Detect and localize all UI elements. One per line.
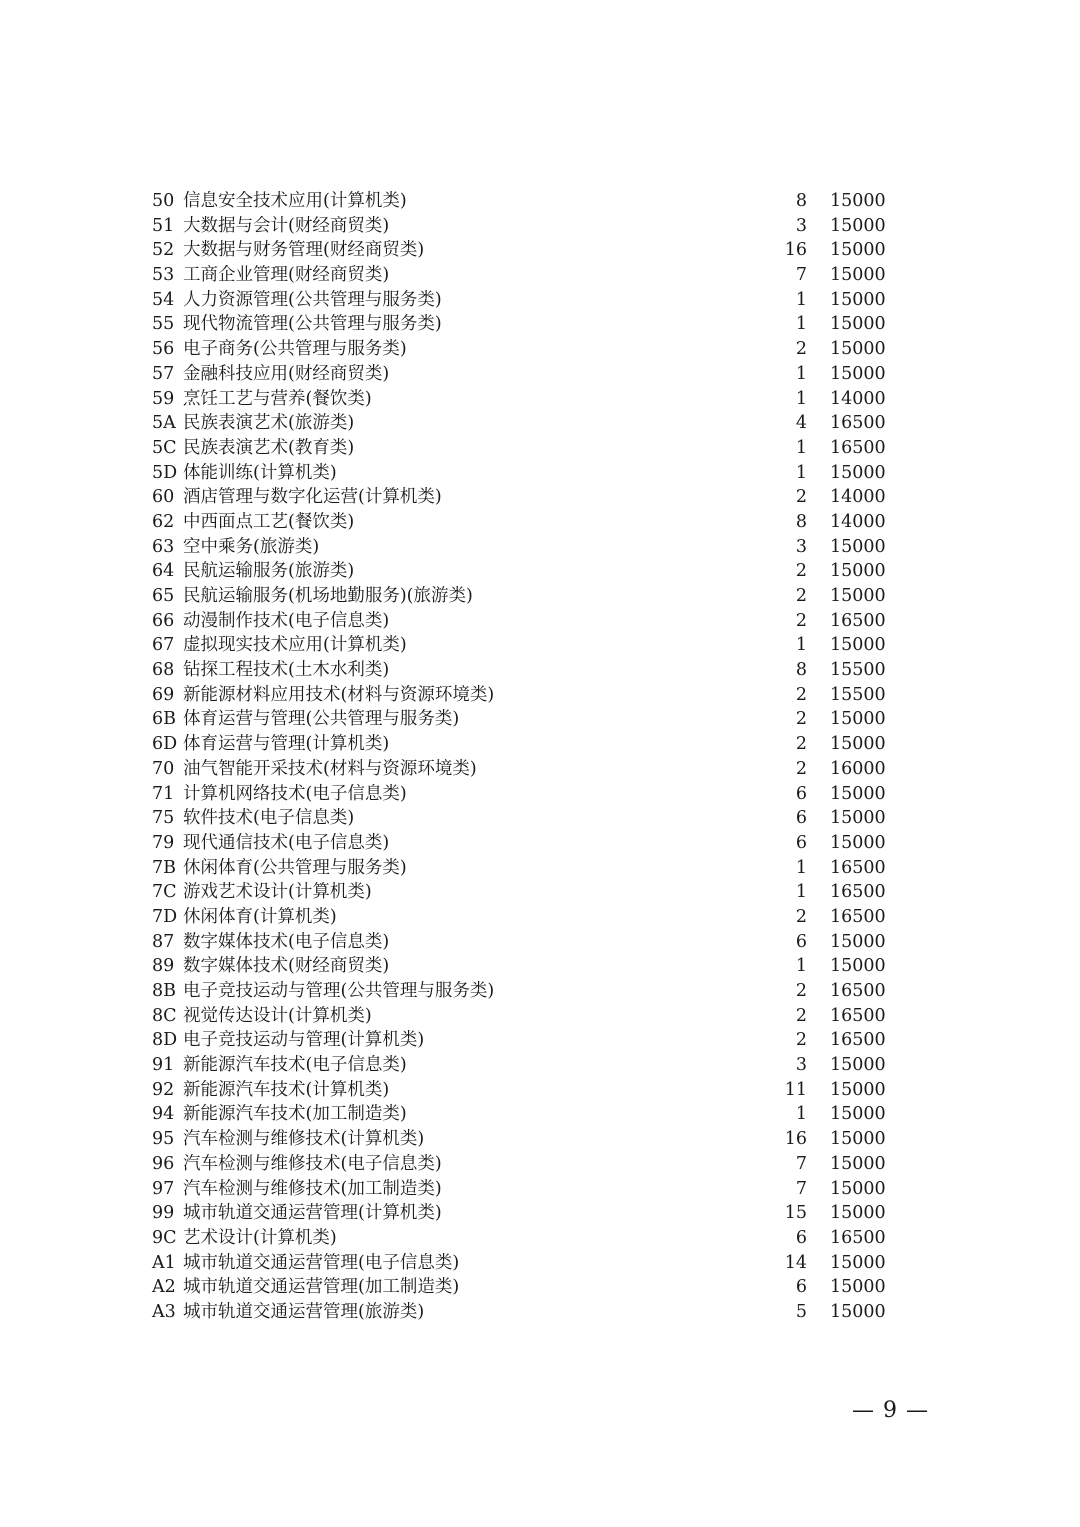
tuition-fee: 15000 <box>830 536 886 557</box>
tuition-fee: 14000 <box>830 511 886 532</box>
program-code: 64 <box>152 561 175 582</box>
list-item <box>152 1152 887 1177</box>
program-name: 体育运营与管理(公共管理与服务类) <box>183 709 460 730</box>
list-item <box>152 1251 887 1276</box>
enrollment-count: 3 <box>795 1055 807 1076</box>
list-item <box>152 757 887 782</box>
program-code: 6D <box>152 734 178 755</box>
list-item <box>152 238 887 263</box>
tuition-fee: 16500 <box>830 1005 886 1026</box>
program-name: 工商企业管理(财经商贸类) <box>183 265 390 286</box>
program-name: 民族表演艺术(旅游类) <box>183 413 355 434</box>
list-item <box>152 806 887 831</box>
list-item <box>152 288 887 313</box>
list-item <box>152 609 887 634</box>
tuition-fee: 15000 <box>830 462 886 483</box>
list-item <box>152 337 887 362</box>
enrollment-count: 3 <box>795 536 807 557</box>
program-code: 8B <box>152 981 176 1001</box>
tuition-fee: 15000 <box>830 215 886 236</box>
enrollment-count: 2 <box>795 758 807 779</box>
tuition-fee: 15500 <box>830 684 886 705</box>
program-code: A2 <box>152 1277 176 1298</box>
list-item <box>152 880 887 905</box>
program-code: 8C <box>152 1005 177 1026</box>
tuition-fee: 16500 <box>830 882 886 903</box>
program-name: 电子竞技运动与管理(计算机类) <box>183 1030 425 1051</box>
enrollment-count: 6 <box>795 931 807 952</box>
program-code: 95 <box>152 1129 175 1150</box>
program-code: 51 <box>152 215 175 236</box>
tuition-fee: 15000 <box>830 1301 886 1322</box>
list-item <box>152 436 887 461</box>
program-code: 68 <box>152 660 175 681</box>
program-code: 97 <box>152 1178 175 1199</box>
tuition-fee: 15000 <box>830 1153 886 1174</box>
list-item <box>152 312 887 337</box>
list-item <box>152 954 887 979</box>
program-name: 烹饪工艺与营养(餐饮类) <box>183 388 372 409</box>
program-name: 大数据与会计(财经商贸类) <box>183 215 390 236</box>
tuition-fee: 16500 <box>830 437 886 458</box>
program-name: 酒店管理与数字化运营(计算机类) <box>183 487 442 508</box>
list-item <box>152 831 887 856</box>
list-item <box>152 214 887 239</box>
tuition-fee: 15000 <box>830 1079 886 1100</box>
list-item <box>152 1004 887 1029</box>
enrollment-count: 1 <box>795 437 807 458</box>
list-item <box>152 1127 887 1152</box>
program-name: 计算机网络技术(电子信息类) <box>183 783 407 804</box>
program-name: 大数据与财务管理(财经商贸类) <box>183 240 425 261</box>
program-code: 67 <box>152 635 175 656</box>
enrollment-count: 1 <box>795 363 807 384</box>
program-code: A3 <box>152 1301 176 1322</box>
list-item <box>152 1201 887 1226</box>
enrollment-count: 1 <box>795 1104 807 1125</box>
enrollment-count: 8 <box>795 660 807 681</box>
program-code: 56 <box>152 339 175 360</box>
tuition-fee: 15000 <box>830 191 886 211</box>
enrollment-count: 2 <box>795 586 807 606</box>
list-item <box>152 1078 887 1103</box>
enrollment-count: 5 <box>795 1301 807 1322</box>
enrollment-count: 1 <box>795 314 807 335</box>
program-code: 65 <box>152 586 175 606</box>
tuition-fee: 15000 <box>830 1129 886 1150</box>
program-name: 新能源汽车技术(计算机类) <box>183 1079 390 1100</box>
list-item <box>152 658 887 683</box>
program-name: 人力资源管理(公共管理与服务类) <box>183 289 442 310</box>
tuition-fee: 15000 <box>830 1252 886 1273</box>
program-name: 汽车检测与维修技术(计算机类) <box>183 1129 425 1150</box>
list-item <box>152 189 887 214</box>
tuition-fee: 15000 <box>830 586 886 606</box>
tuition-fee: 15000 <box>830 635 886 656</box>
enrollment-count: 2 <box>795 487 807 508</box>
program-name: 城市轨道交通运营管理(计算机类) <box>183 1203 442 1224</box>
enrollment-count: 6 <box>795 783 807 804</box>
program-name: 体育运营与管理(计算机类) <box>183 734 390 755</box>
program-name: 城市轨道交通运营管理(旅游类) <box>183 1301 425 1322</box>
program-code: 7D <box>152 906 178 927</box>
list-item <box>152 535 887 560</box>
list-item <box>152 461 887 486</box>
program-code: 9C <box>152 1227 177 1248</box>
enrollment-count: 1 <box>795 388 807 409</box>
program-code: 52 <box>152 240 175 261</box>
tuition-fee: 16500 <box>830 981 886 1001</box>
list-item <box>152 732 887 757</box>
enrollment-count: 1 <box>795 289 807 310</box>
tuition-fee: 15000 <box>830 1178 886 1199</box>
enrollment-count: 3 <box>795 215 807 236</box>
program-name: 数字媒体技术(财经商贸类) <box>183 956 390 977</box>
tuition-fee: 15000 <box>830 1277 886 1298</box>
program-code: 69 <box>152 684 175 705</box>
tuition-fee: 14000 <box>830 487 886 508</box>
program-code: 57 <box>152 363 175 384</box>
tuition-fee: 15000 <box>830 783 886 804</box>
program-code: 6B <box>152 709 176 730</box>
program-name: 现代通信技术(电子信息类) <box>183 832 390 853</box>
list-item <box>152 387 887 412</box>
program-code: 96 <box>152 1153 175 1174</box>
tuition-fee: 15000 <box>830 709 886 730</box>
enrollment-count: 15 <box>784 1203 807 1224</box>
program-code: 53 <box>152 265 175 286</box>
list-item <box>152 362 887 387</box>
program-code: 50 <box>152 191 175 211</box>
enrollment-count: 8 <box>795 191 807 211</box>
program-code: 75 <box>152 808 175 829</box>
list-item <box>152 1102 887 1127</box>
program-code: 91 <box>152 1055 175 1076</box>
tuition-fee: 15000 <box>830 363 886 384</box>
enrollment-count: 1 <box>795 857 807 878</box>
tuition-fee: 16500 <box>830 1030 886 1051</box>
program-code: 7B <box>152 857 176 878</box>
program-name: 汽车检测与维修技术(加工制造类) <box>183 1178 442 1199</box>
program-name: 数字媒体技术(电子信息类) <box>183 931 390 952</box>
tuition-fee: 15000 <box>830 832 886 853</box>
tuition-fee: 16000 <box>830 758 886 779</box>
program-code: A1 <box>152 1252 176 1273</box>
program-name: 民航运输服务(旅游类) <box>183 561 355 582</box>
tuition-fee: 14000 <box>830 388 886 409</box>
enrollment-count: 4 <box>795 413 807 434</box>
list-item <box>152 1053 887 1078</box>
enrollment-count: 2 <box>795 906 807 927</box>
enrollment-count: 2 <box>795 610 807 631</box>
list-item <box>152 485 887 510</box>
tuition-fee: 15000 <box>830 956 886 977</box>
program-code: 70 <box>152 758 175 779</box>
program-name: 新能源材料应用技术(材料与资源环境类) <box>183 684 495 705</box>
program-code: 60 <box>152 487 175 508</box>
program-code: 92 <box>152 1079 175 1100</box>
enrollment-count: 11 <box>784 1079 807 1100</box>
list-item <box>152 1177 887 1202</box>
program-code: 8D <box>152 1030 178 1051</box>
list-item <box>152 1028 887 1053</box>
program-name: 民族表演艺术(教育类) <box>183 437 355 458</box>
tuition-fee: 15000 <box>830 314 886 335</box>
program-name: 金融科技应用(财经商贸类) <box>183 363 390 384</box>
program-code: 5A <box>152 413 176 434</box>
list-item <box>152 633 887 658</box>
program-name: 信息安全技术应用(计算机类) <box>183 191 407 211</box>
list-item <box>152 930 887 955</box>
program-name: 电子商务(公共管理与服务类) <box>183 339 407 360</box>
program-code: 59 <box>152 388 175 409</box>
list-item <box>152 683 887 708</box>
program-name: 新能源汽车技术(电子信息类) <box>183 1055 407 1076</box>
program-name: 视觉传达设计(计算机类) <box>183 1005 372 1026</box>
enrollment-count: 7 <box>795 265 807 286</box>
enrollment-count: 1 <box>795 462 807 483</box>
enrollment-count: 2 <box>795 339 807 360</box>
program-name: 动漫制作技术(电子信息类) <box>183 610 390 631</box>
list-item <box>152 584 887 609</box>
list-item <box>152 782 887 807</box>
program-name: 油气智能开采技术(材料与资源环境类) <box>183 758 477 779</box>
tuition-fee: 15000 <box>830 931 886 952</box>
enrollment-count: 6 <box>795 1227 807 1248</box>
program-code: 87 <box>152 931 175 952</box>
enrollment-count: 1 <box>795 956 807 977</box>
program-name: 空中乘务(旅游类) <box>183 536 320 557</box>
program-code: 63 <box>152 536 175 557</box>
program-name: 城市轨道交通运营管理(加工制造类) <box>183 1277 460 1298</box>
program-code: 89 <box>152 956 175 977</box>
tuition-fee: 15000 <box>830 734 886 755</box>
enrollment-count: 6 <box>795 808 807 829</box>
program-name: 汽车检测与维修技术(电子信息类) <box>183 1153 442 1174</box>
tuition-fee: 15000 <box>830 1055 886 1076</box>
program-code: 5D <box>152 462 178 483</box>
list-item <box>152 979 887 1004</box>
list-item <box>152 1275 887 1300</box>
enrollment-count: 16 <box>784 1129 807 1150</box>
program-name: 游戏艺术设计(计算机类) <box>183 882 372 903</box>
program-code: 62 <box>152 511 175 532</box>
enrollment-count: 16 <box>784 240 807 261</box>
list-item <box>152 411 887 436</box>
program-code: 94 <box>152 1104 175 1125</box>
program-name: 休闲体育(计算机类) <box>183 906 337 927</box>
enrollment-count: 2 <box>795 1005 807 1026</box>
enrollment-count: 1 <box>795 635 807 656</box>
program-name: 民航运输服务(机场地勤服务)(旅游类) <box>183 586 473 606</box>
program-list <box>152 189 887 1325</box>
program-code: 7C <box>152 882 177 903</box>
program-name: 中西面点工艺(餐饮类) <box>183 511 355 532</box>
enrollment-count: 1 <box>795 882 807 903</box>
program-code: 79 <box>152 832 175 853</box>
program-name: 电子竞技运动与管理(公共管理与服务类) <box>183 981 495 1001</box>
enrollment-count: 2 <box>795 684 807 705</box>
enrollment-count: 2 <box>795 981 807 1001</box>
program-code: 71 <box>152 783 175 804</box>
program-name: 新能源汽车技术(加工制造类) <box>183 1104 407 1125</box>
list-item <box>152 510 887 535</box>
tuition-fee: 15000 <box>830 240 886 261</box>
program-name: 城市轨道交通运营管理(电子信息类) <box>183 1252 460 1273</box>
tuition-fee: 15000 <box>830 289 886 310</box>
tuition-fee: 15000 <box>830 1203 886 1224</box>
program-name: 休闲体育(公共管理与服务类) <box>183 857 407 878</box>
enrollment-count: 7 <box>795 1153 807 1174</box>
program-name: 现代物流管理(公共管理与服务类) <box>183 314 442 335</box>
list-item <box>152 905 887 930</box>
tuition-fee: 15000 <box>830 339 886 360</box>
program-name: 钻探工程技术(土木水利类) <box>183 660 390 681</box>
tuition-fee: 15000 <box>830 265 886 286</box>
enrollment-count: 2 <box>795 561 807 582</box>
enrollment-count: 8 <box>795 511 807 532</box>
tuition-fee: 16500 <box>830 610 886 631</box>
enrollment-count: 6 <box>795 832 807 853</box>
enrollment-count: 2 <box>795 734 807 755</box>
enrollment-count: 6 <box>795 1277 807 1298</box>
enrollment-count: 2 <box>795 709 807 730</box>
tuition-fee: 15000 <box>830 561 886 582</box>
program-name: 体能训练(计算机类) <box>183 462 337 483</box>
program-code: 99 <box>152 1203 175 1224</box>
tuition-fee: 15500 <box>830 660 886 681</box>
list-item <box>152 856 887 881</box>
list-item <box>152 707 887 732</box>
tuition-fee: 15000 <box>830 808 886 829</box>
page-number: — 9 — <box>852 1398 929 1423</box>
program-name: 软件技术(电子信息类) <box>183 808 355 829</box>
tuition-fee: 15000 <box>830 1104 886 1125</box>
program-code: 55 <box>152 314 175 335</box>
program-code: 5C <box>152 437 177 458</box>
enrollment-count: 14 <box>784 1252 807 1273</box>
tuition-fee: 16500 <box>830 906 886 927</box>
list-item <box>152 559 887 584</box>
program-name: 艺术设计(计算机类) <box>183 1227 337 1248</box>
program-name: 虚拟现实技术应用(计算机类) <box>183 635 407 656</box>
list-item <box>152 1300 887 1325</box>
list-item <box>152 263 887 288</box>
list-item <box>152 1226 887 1251</box>
tuition-fee: 16500 <box>830 413 886 434</box>
enrollment-count: 2 <box>795 1030 807 1051</box>
tuition-fee: 16500 <box>830 1227 886 1248</box>
program-code: 54 <box>152 289 175 310</box>
program-code: 66 <box>152 610 175 631</box>
tuition-fee: 16500 <box>830 857 886 878</box>
enrollment-count: 7 <box>795 1178 807 1199</box>
